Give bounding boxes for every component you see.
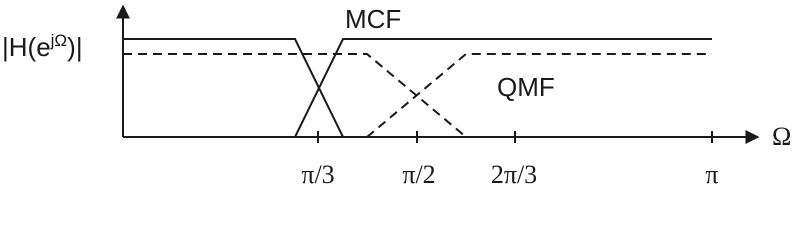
qmf-lowpass-curve	[123, 54, 466, 137]
y-axis-label: $|H(e^{j\Omega})|$	[2, 31, 83, 62]
x-tick-label-pi-third: π/3	[301, 160, 335, 189]
y-axis-label-superscript: jΩ	[50, 31, 68, 50]
x-tick-label-pi: π	[705, 160, 719, 189]
x-tick-label-pi-half: π/2	[402, 160, 436, 189]
mcf-label: MCF	[345, 4, 402, 34]
qmf-label: QMF	[497, 72, 555, 102]
x-tick-label-two-pi-third: 2π/3	[490, 160, 538, 189]
x-axis-label: Ω	[772, 122, 792, 151]
